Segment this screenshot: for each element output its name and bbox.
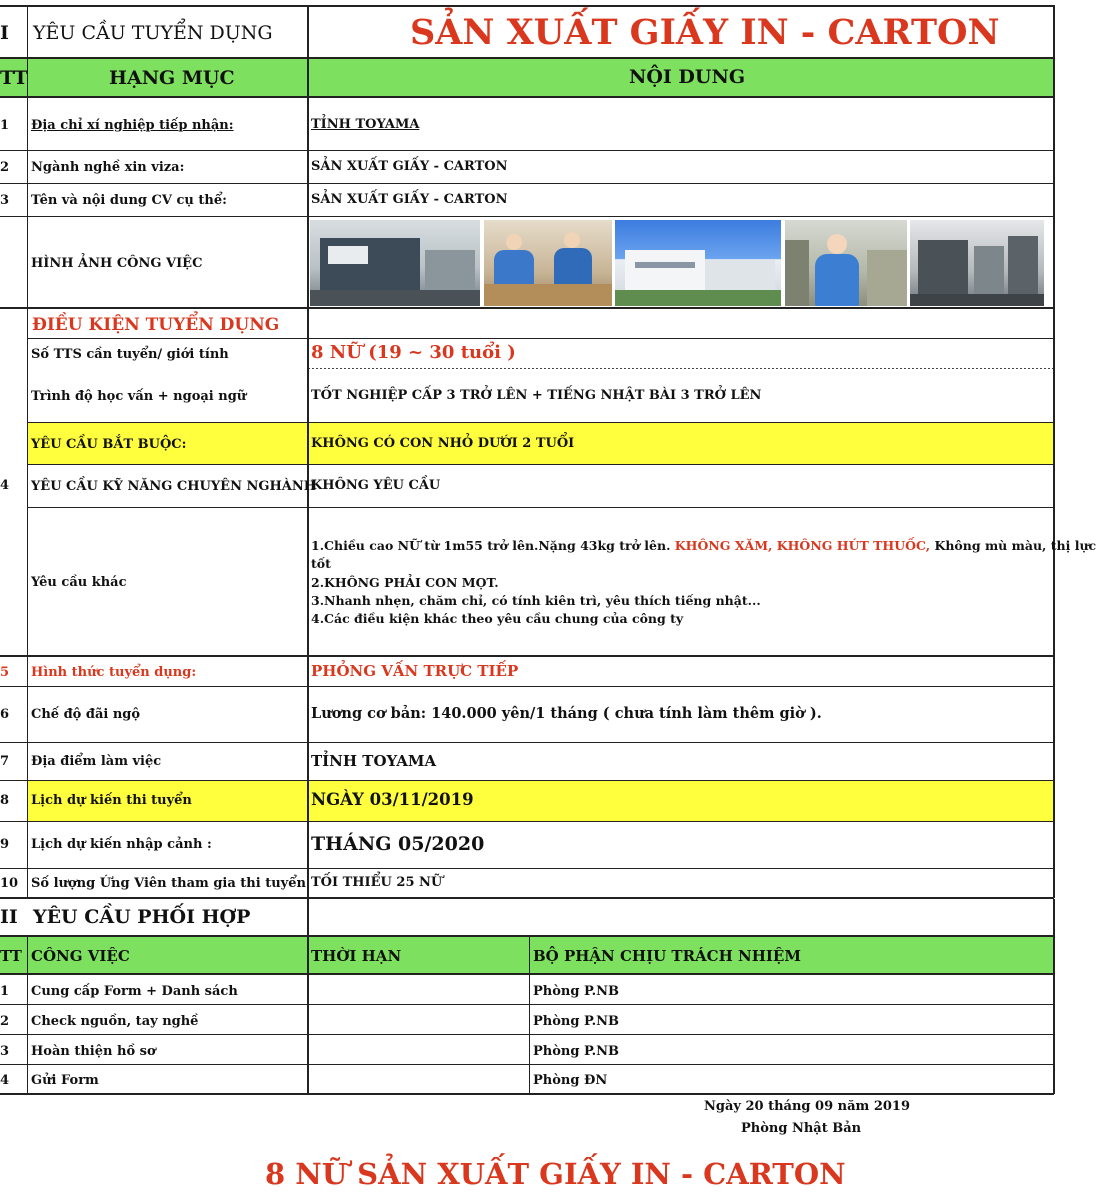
row-value-education: TỐT NGHIỆP CẤP 3 TRỞ LÊN + TIẾNG NHẬT BÀI 3 TRỞ LÊN (311, 388, 762, 403)
footer-date: Ngày 20 tháng 09 năm 2019 (704, 1099, 910, 1114)
work-photo-factory-building (615, 220, 781, 306)
row-label-photos: HÌNH ẢNH CÔNG VIỆC (31, 256, 203, 271)
section2-col-tt: TT (0, 947, 22, 965)
col-header-tt: TT (0, 67, 28, 89)
row-label-recruit-form: Hình thức tuyển dụng: (31, 665, 197, 680)
other-requirement-3: 3.Nhanh nhẹn, chăm chỉ, có tính kiên trì, yêu thích tiếng nhật... (311, 593, 761, 608)
row-label-candidates: Số lượng Ứng Viên tham gia thi tuyển (31, 876, 306, 891)
row-value-benefits: Lương cơ bản: 140.000 yên/1 tháng ( chưa tính làm thêm giờ ). (311, 705, 822, 722)
task-dept: Phòng P.NB (533, 984, 619, 999)
other-requirement-1-cont: tốt (311, 556, 331, 571)
conditions-heading: ĐIỀU KIỆN TUYỂN DỤNG (32, 315, 280, 335)
row-value-entry-date: THÁNG 05/2020 (311, 833, 485, 855)
row-num: 9 (0, 837, 10, 852)
row-label-skill: YÊU CẦU KỸ NĂNG CHUYÊN NGHÀNH (31, 479, 317, 494)
task-work: Check nguồn, tay nghề (31, 1014, 199, 1029)
row-num: 2 (0, 160, 10, 175)
work-photo-worker-machine (785, 220, 907, 306)
row-num: 1 (0, 118, 10, 133)
row-value-address: TỈNH TOYAMA (311, 117, 420, 132)
section2-col-dept: BỘ PHẬN CHỊU TRÁCH NHIỆM (533, 947, 801, 965)
row-label-count: Số TTS cần tuyển/ giới tính (31, 347, 229, 362)
section2-col-deadline: THỜI HẠN (311, 947, 402, 965)
row-label-benefits: Chế độ đãi ngộ (31, 707, 141, 722)
col-header-content: NỘI DUNG (629, 66, 746, 88)
row-label-entry-date: Lịch dự kiến nhập cảnh : (31, 837, 212, 852)
row-num: 5 (0, 665, 10, 680)
section-title: YÊU CẦU TUYỂN DỤNG (33, 22, 273, 44)
section-number: I (0, 22, 9, 44)
row-value-count: 8 NỮ (19 ~ 30 tuổi ) (311, 342, 516, 363)
task-work: Hoàn thiện hồ sơ (31, 1044, 156, 1059)
task-dept: Phòng P.NB (533, 1044, 619, 1059)
row-label-job: Tên và nội dung CV cụ thể: (31, 193, 227, 208)
row-label-education: Trình độ học vấn + ngoại ngữ (31, 389, 247, 404)
row-num: 4 (0, 478, 10, 493)
section2-title: YÊU CẦU PHỐI HỢP (33, 906, 251, 928)
row-value-workplace: TỈNH TOYAMA (311, 752, 437, 770)
row-label-other: Yêu cầu khác (31, 575, 127, 590)
row-num: 8 (0, 793, 10, 808)
work-photo-production-line (910, 220, 1044, 306)
section2-green-band (0, 936, 1054, 974)
row-value-visa: SẢN XUẤT GIẤY - CARTON (311, 159, 508, 174)
row-value-job: SẢN XUẤT GIẤY - CARTON (311, 192, 508, 207)
other-requirement-1: 1.Chiều cao NỮ từ 1m55 trở lên.Nặng 43kg trở lên. KHÔNG XĂM, KHÔNG HÚT THUỐC, Không mù màu, thị lực (311, 538, 1096, 553)
section2-number: II (0, 906, 18, 928)
main-title: SẢN XUẤT GIẤY IN - CARTON (410, 12, 1000, 53)
other-requirement-4: 4.Các điều kiện khác theo yêu cầu chung của công ty (311, 611, 684, 626)
work-photo-workers-boxes (484, 220, 612, 306)
row-num: 10 (0, 876, 19, 891)
task-num: 4 (0, 1073, 10, 1088)
row-label-visa: Ngành nghề xin viza: (31, 160, 185, 175)
footer-dept: Phòng Nhật Bản (741, 1121, 862, 1136)
task-num: 2 (0, 1014, 10, 1029)
task-dept: Phòng P.NB (533, 1014, 619, 1029)
task-work: Gửi Form (31, 1073, 99, 1088)
row-label-mandatory: YÊU CẦU BẮT BUỘC: (31, 437, 187, 452)
work-photo-printing-machine (310, 220, 480, 306)
task-num: 3 (0, 1044, 10, 1059)
row-value-candidates: TỐI THIỂU 25 NỮ (311, 875, 443, 890)
task-num: 1 (0, 984, 10, 999)
row-label-exam-date: Lịch dự kiến thi tuyển (31, 793, 192, 808)
task-work: Cung cấp Form + Danh sách (31, 984, 238, 999)
row-value-recruit-form: PHỎNG VẤN TRỰC TIẾP (311, 662, 519, 680)
row-value-exam-date: NGÀY 03/11/2019 (311, 790, 474, 809)
row-value-skill: KHÔNG YÊU CẦU (311, 478, 441, 493)
col-header-item: HẠNG MỤC (109, 67, 235, 89)
section2-col-work: CÔNG VIỆC (31, 947, 130, 965)
footer-big-title: 8 NỮ SẢN XUẤT GIẤY IN - CARTON (265, 1157, 846, 1191)
row-num: 3 (0, 193, 10, 208)
row-num: 6 (0, 707, 10, 722)
row-label-address: Địa chỉ xí nghiệp tiếp nhận: (31, 118, 234, 133)
row-label-workplace: Địa điểm làm việc (31, 754, 162, 769)
row-num: 7 (0, 754, 10, 769)
task-dept: Phòng ĐN (533, 1073, 608, 1088)
other-requirement-2: 2.KHÔNG PHẢI CON MỌT. (311, 575, 499, 590)
row-value-mandatory: KHÔNG CÓ CON NHỎ DƯỚI 2 TUỔI (311, 436, 575, 451)
